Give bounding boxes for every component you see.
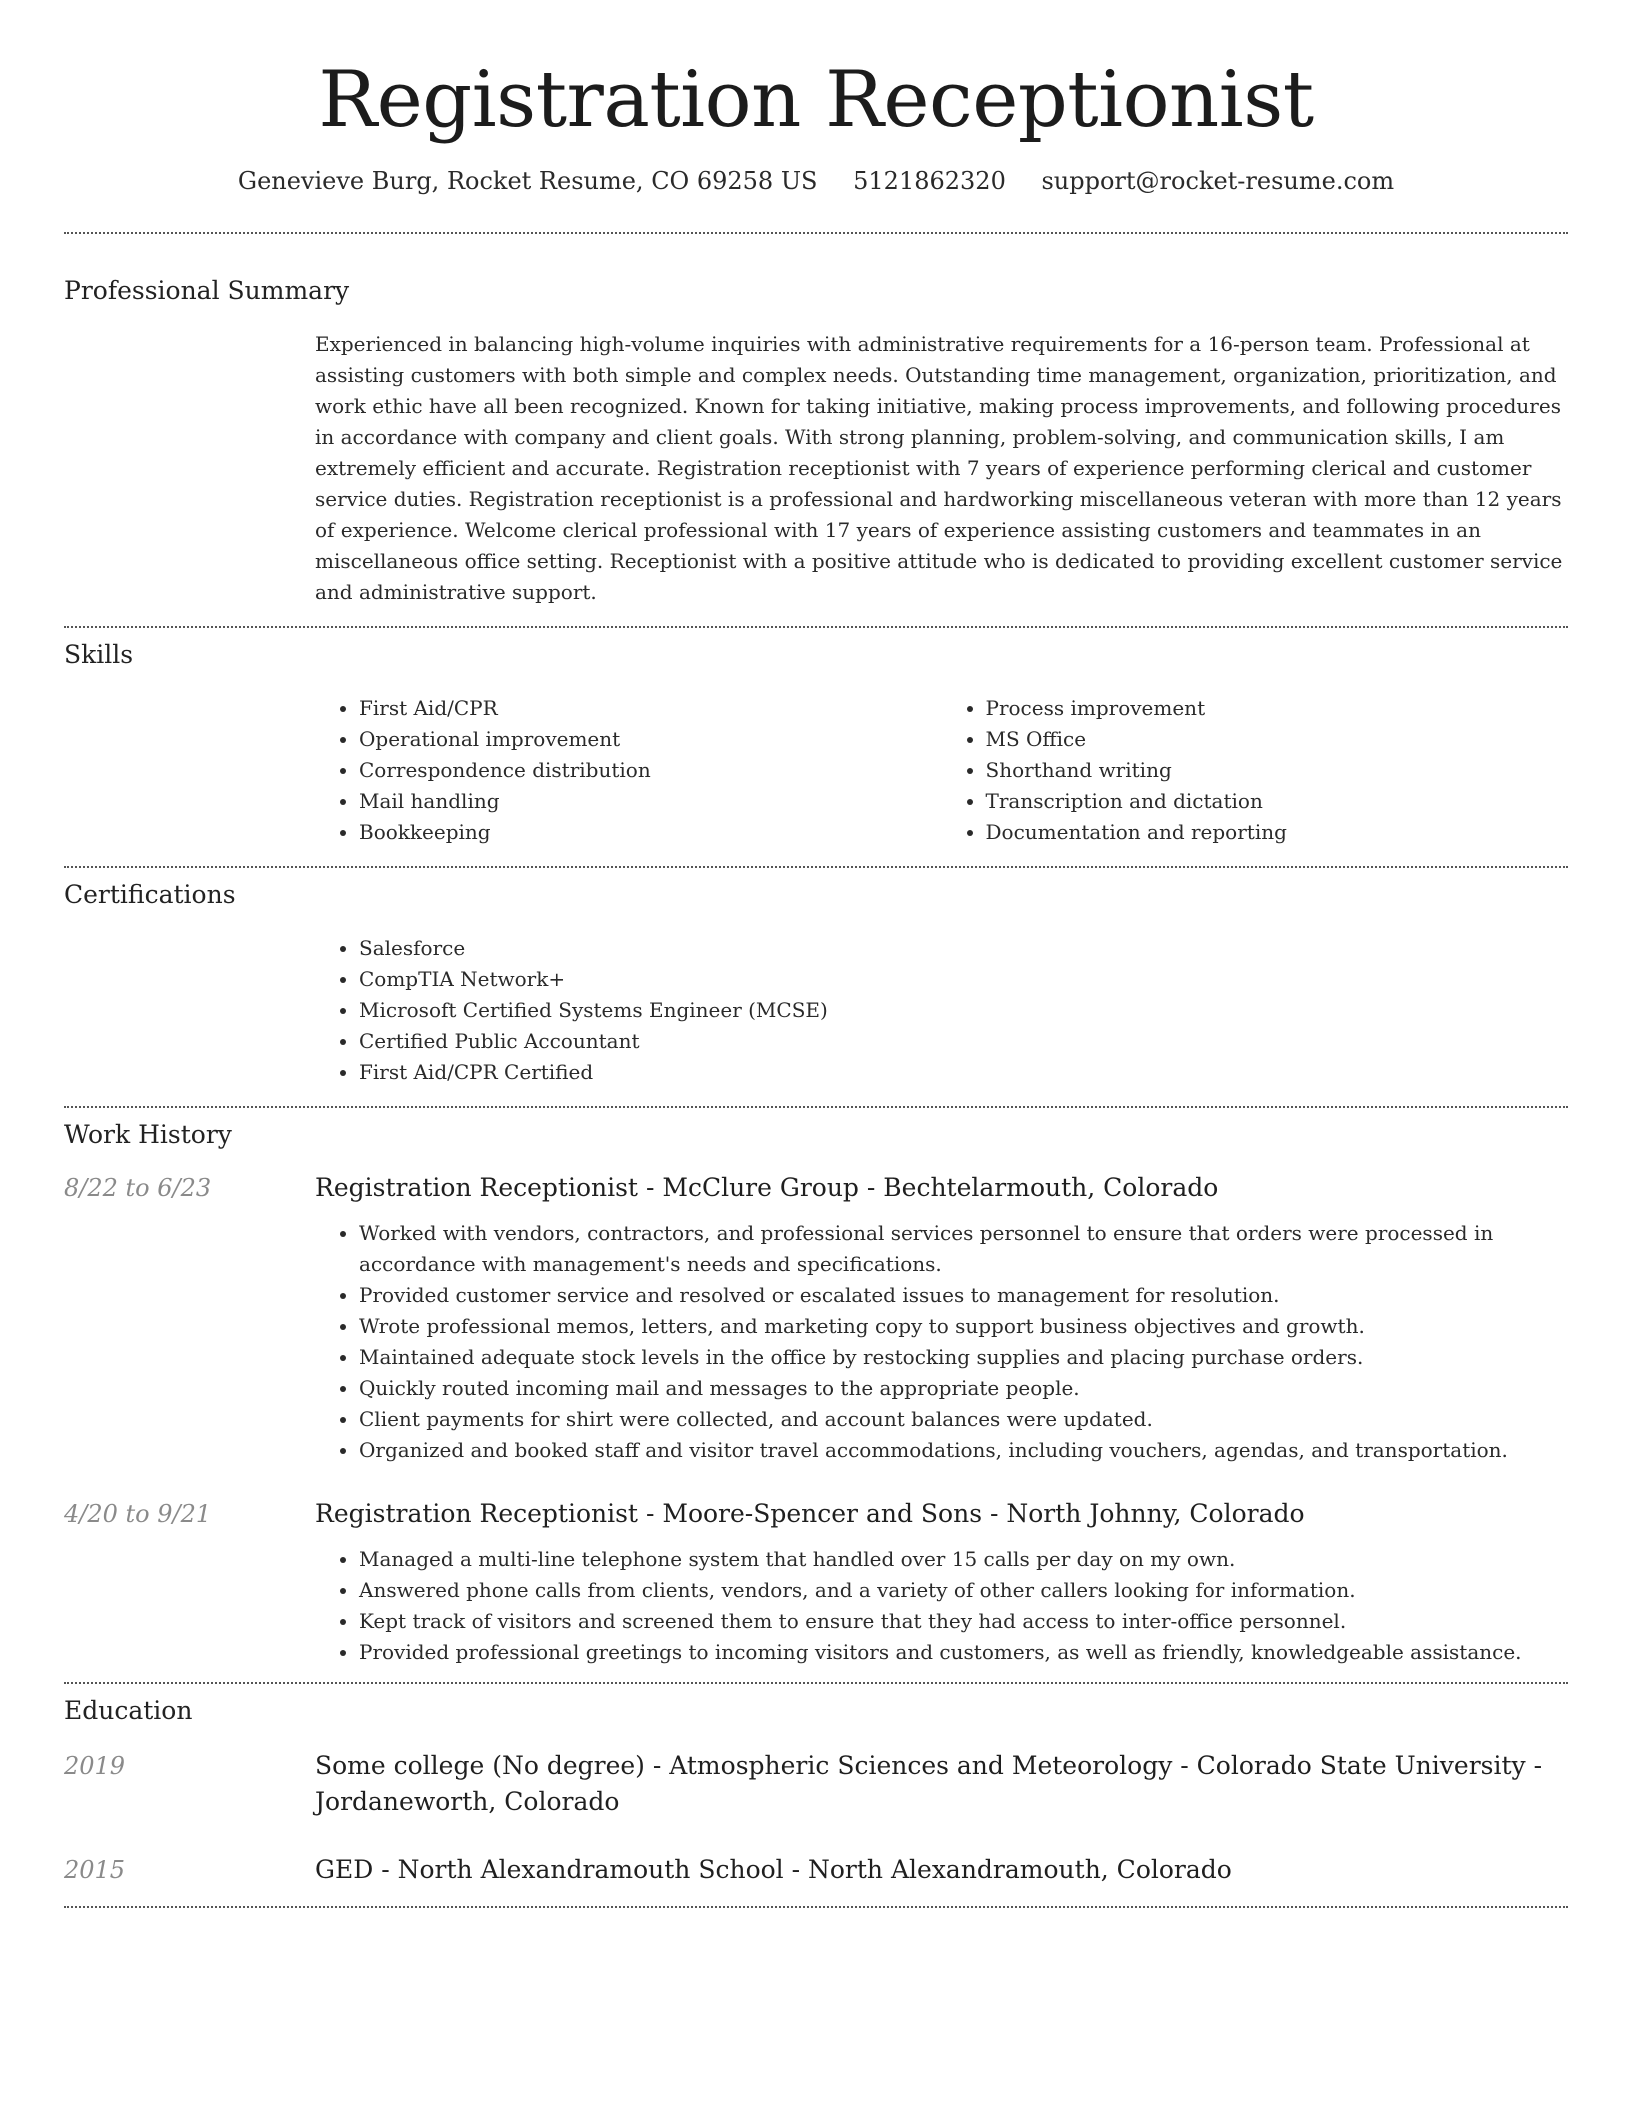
job-duty: • Answered phone calls from clients, vendors, and a variety of other callers looking for information. [359, 1575, 1568, 1606]
summary-section [64, 274, 1568, 608]
job-duty: • Provided professional greetings to incoming visitors and customers, as well as friendly, knowledgeable assistance. [359, 1637, 1568, 1668]
section-divider [64, 1682, 1568, 1684]
certifications-heading: Certifications [64, 880, 236, 909]
job-dates: 4/20 to 9/21 [64, 1500, 212, 1528]
skills-column-left [315, 693, 942, 848]
job-duty: • Worked with vendors, contractors, and professional services personnel to ensure that orders were processed in accordance with management's needs and specifications. [359, 1218, 1568, 1280]
contact-address: Genevieve Burg, Rocket Resume, CO 69258 US [237, 167, 818, 195]
job-duty: • Client payments for shirt were collected, and account balances were updated. [359, 1404, 1568, 1435]
skill-item: • MS Office [986, 724, 1569, 755]
job-duty: • Organized and booked staff and visitor travel accommodations, including vouchers, agendas, and transportation. [359, 1435, 1568, 1466]
skill-item: • First Aid/CPR [359, 693, 942, 724]
section-divider [64, 866, 1568, 868]
summary-heading: Professional Summary [64, 276, 350, 305]
skill-item: • Bookkeeping [359, 817, 942, 848]
job-title-line: Registration Receptionist - Moore-Spencer and Sons - North Johnny, Colorado [315, 1499, 1305, 1528]
education-year: 2015 [64, 1856, 126, 1884]
job-duties [315, 1544, 1568, 1668]
education-section [64, 1694, 1568, 1888]
contact-phone: 5121862320 [853, 167, 1006, 195]
job-company: McClure Group - Bechtelarmouth, Colorado [662, 1173, 1219, 1202]
education-year: 2019 [64, 1752, 126, 1780]
job-duty: • Provided customer service and resolved or escalated issues to management for resolution. [359, 1280, 1568, 1311]
certification-item: • Salesforce [359, 933, 1568, 964]
job-role: Registration Receptionist [315, 1499, 638, 1528]
skill-item: • Correspondence distribution [359, 755, 942, 786]
skills-heading: Skills [64, 640, 134, 669]
job-duty: • Quickly routed incoming mail and messages to the appropriate people. [359, 1373, 1568, 1404]
job-duty: • Managed a multi-line telephone system that handled over 15 calls per day on my own. [359, 1544, 1568, 1575]
resume-title: Registration Receptionist [318, 55, 1314, 145]
section-divider [64, 626, 1568, 628]
work-history-section [64, 1118, 1568, 1668]
education-entry [64, 1748, 1568, 1820]
section-divider [64, 1106, 1568, 1108]
skill-item: • Operational improvement [359, 724, 942, 755]
job-duties [315, 1218, 1568, 1466]
education-text: Some college (No degree) - Atmospheric Sciences and Meteorology - Colorado State University - Jordaneworth, Colorado [315, 1751, 1543, 1816]
resume-page [64, 0, 1568, 1908]
job-entry [64, 1496, 1568, 1668]
summary-text: Experienced in balancing high-volume inquiries with administrative requirements for a 16-person team. Professional at assisting customers with both simple and complex needs. Outstanding time management, organization, prioritization, and work ethic have all been recognized. Known for taking initiative, making process improvements, and following procedures in accordance with company and client goals. With strong planning, problem-solving, and communication skills, I am extremely efficient and accurate. Registration receptionist with 7 years of experience performing clerical and customer service duties. Registration receptionist is a professional and hardworking miscellaneous veteran with more than 12 years of experience. Welcome clerical professional with 17 years of experience assisting customers and teammates in an miscellaneous office setting. Receptionist with a positive attitude who is dedicated to providing excellent customer service and administrative support. [315, 332, 1563, 604]
job-title-line: Registration Receptionist - McClure Group - Bechtelarmouth, Colorado [315, 1173, 1219, 1202]
education-heading: Education [64, 1696, 193, 1725]
contact-email: support@rocket-resume.com [1041, 167, 1395, 195]
job-dates: 8/22 to 6/23 [64, 1174, 212, 1202]
contact-line [64, 164, 1568, 198]
section-divider [64, 232, 1568, 234]
education-entry [64, 1852, 1568, 1888]
certification-item: • First Aid/CPR Certified [359, 1057, 1568, 1088]
education-text: GED - North Alexandramouth School - North Alexandramouth, Colorado [315, 1855, 1232, 1884]
skills-section [64, 638, 1568, 848]
certification-item: • Certified Public Accountant [359, 1026, 1568, 1057]
skill-item: • Documentation and reporting [986, 817, 1569, 848]
skill-item: • Process improvement [986, 693, 1569, 724]
certification-item: • Microsoft Certified Systems Engineer (MCSE) [359, 995, 1568, 1026]
certifications-section [64, 878, 1568, 1088]
skill-item: • Shorthand writing [986, 755, 1569, 786]
work-history-heading: Work History [64, 1120, 232, 1149]
certifications-list [315, 933, 1568, 1088]
job-duty: • Maintained adequate stock levels in the office by restocking supplies and placing purchase orders. [359, 1342, 1568, 1373]
skills-list [315, 693, 1568, 848]
job-duty: • Kept track of visitors and screened them to ensure that they had access to inter-office personnel. [359, 1606, 1568, 1637]
skill-item: • Mail handling [359, 786, 942, 817]
section-divider [64, 1906, 1568, 1908]
skill-item: • Transcription and dictation [986, 786, 1569, 817]
job-role: Registration Receptionist [315, 1173, 638, 1202]
job-entry [64, 1170, 1568, 1466]
job-company: Moore-Spencer and Sons - North Johnny, Colorado [662, 1499, 1305, 1528]
skills-column-right [942, 693, 1569, 848]
job-duty: • Wrote professional memos, letters, and marketing copy to support business objectives and growth. [359, 1311, 1568, 1342]
certification-item: • CompTIA Network+ [359, 964, 1568, 995]
